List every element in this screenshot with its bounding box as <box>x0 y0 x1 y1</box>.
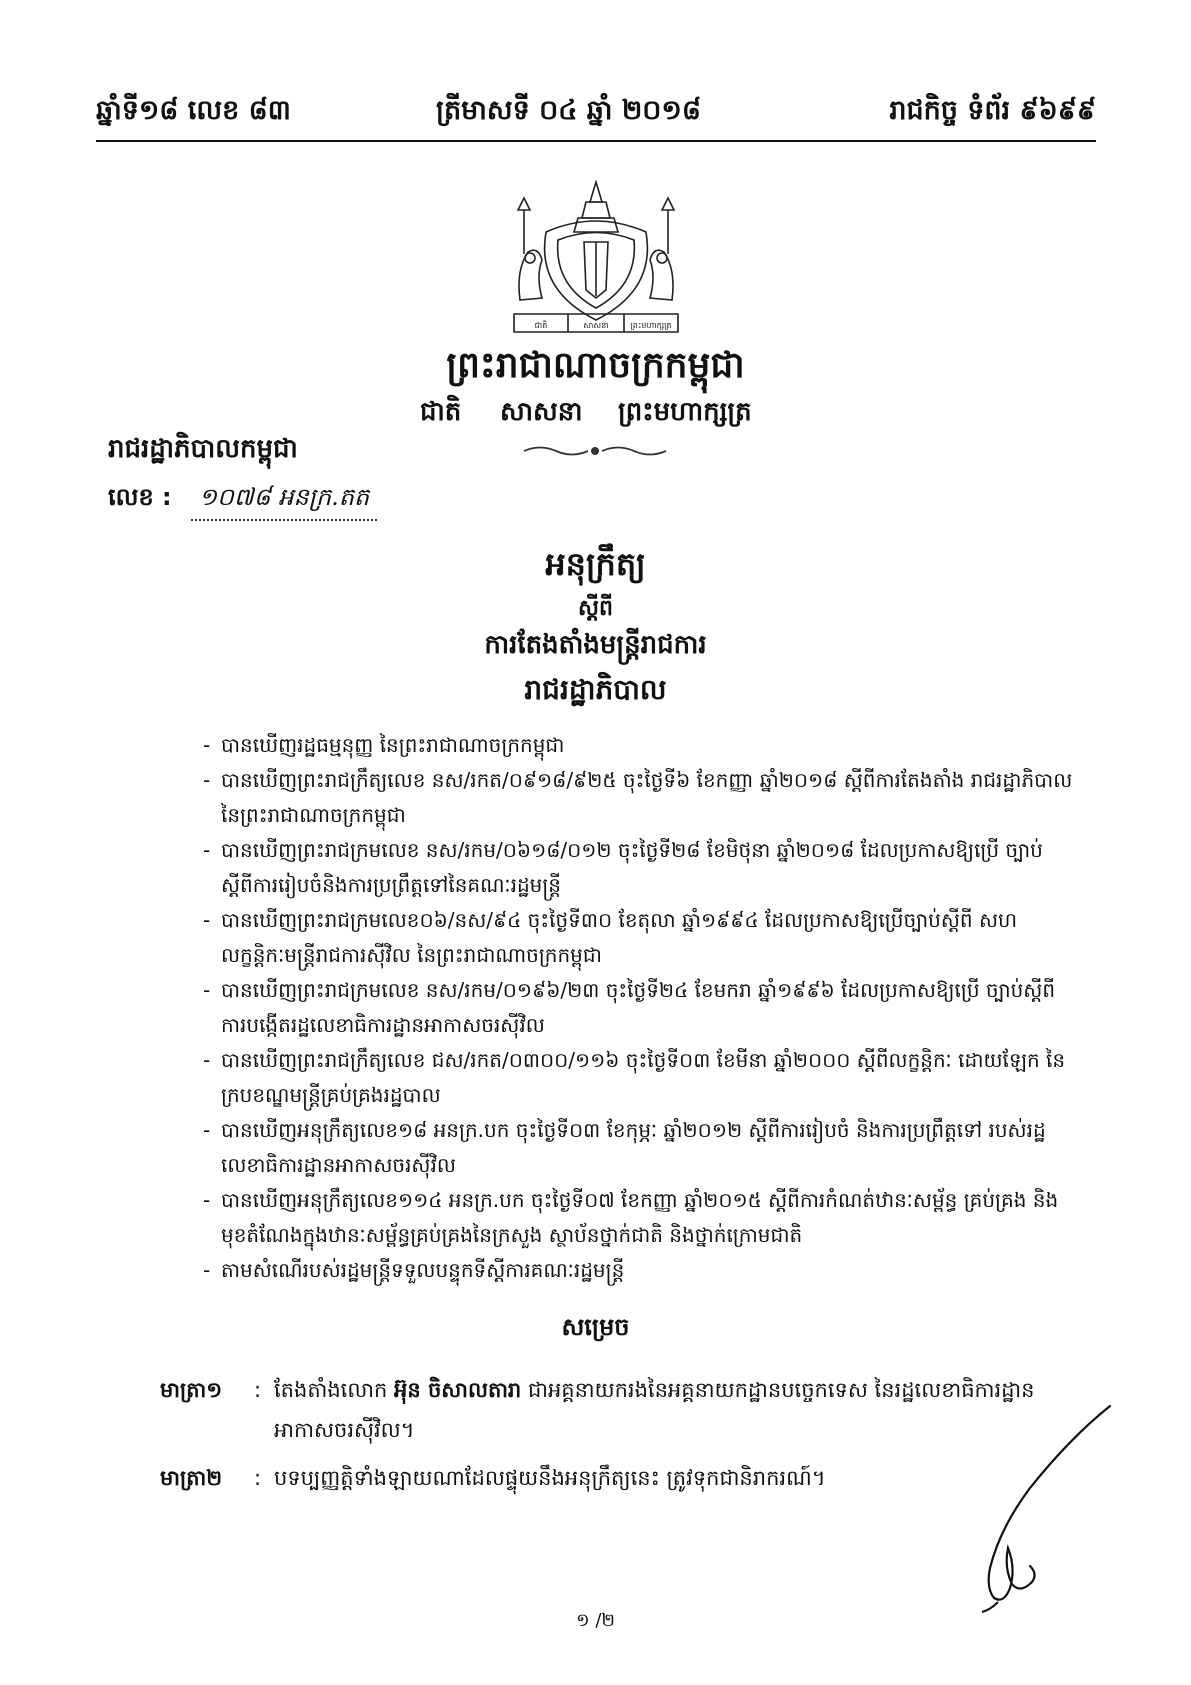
motto-nation: ជាតិ <box>420 397 462 427</box>
kingdom-name: ព្រះរាជាណាចក្រកម្ពុជា <box>446 345 745 386</box>
decision-heading: សម្រេច <box>561 1313 630 1341</box>
title-subject: ការតែងតាំងមន្ត្រីរាជការ <box>484 630 707 660</box>
page-number: ១ /២ <box>575 1610 616 1631</box>
title-about: ស្តីពី <box>578 596 613 621</box>
article-text: បទប្បញ្ញត្តិទាំងឡាយណាដែលផ្ទុយនឹងអនុក្រឹត្យនេះ ត្រូវទុកជានិរាករណ៍។ <box>274 1466 826 1490</box>
appointee-name: អ៊ុន ចិសាលតារា <box>393 1378 522 1402</box>
preamble-clauses <box>203 728 1073 1288</box>
ribbon-text-1: ជាតិ <box>534 321 548 330</box>
clause-item: - បានឃើញរដ្ឋធម្មនុញ្ញ នៃព្រះរាជាណាចក្រកម្ពុជា <box>203 728 1073 763</box>
clause-item: - បានឃើញអនុក្រឹត្យលេខ១៨ អនក្រ.បក ចុះថ្ងៃទី០៣ ខែកុម្ភៈ ឆ្នាំ២០១២ ស្តីពីការរៀបចំ និងការប្រព្រឹត្តទៅ របស់រដ្ឋលេខាធិការដ្ឋានអាកាសចរស៊ីវិល <box>203 1113 1073 1183</box>
article-colon: : <box>254 1466 262 1490</box>
government-name: រាជរដ្ឋាភិបាលកម្ពុជា <box>108 434 298 464</box>
article-text: ជាអគ្គនាយករងនៃអគ្គនាយកដ្ឋានបច្ចេកទេស នៃរដ្ឋលេខាធិការដ្ឋាន <box>521 1378 1035 1402</box>
clause-item: - បានឃើញអនុក្រឹត្យលេខ១១៤ អនក្រ.បក ចុះថ្ងៃទី០៧ ខែកញ្ញា ឆ្នាំ២០១៥ ស្តីពីការកំណត់ឋានៈសម្ព័ន្ធ គ្រប់គ្រង និងមុខតំណែងក្នុងឋានៈសម្ព័ន្ធគ្រប់គ្រងនៃក្រសួង ស្ថាប័នថ្នាក់ជាតិ និងថ្នាក់ក្រោមជាតិ <box>203 1183 1073 1253</box>
header-page: រាជកិច្ច ទំព័រ ៩៦៩៩ <box>889 95 1096 126</box>
article-colon: : <box>254 1378 262 1402</box>
title-issuer: រាជរដ្ឋាភិបាល <box>524 673 667 706</box>
clause-item: - បានឃើញព្រះរាជក្រឹត្យលេខ ជស/រកត/០៣០០/១១៦ ចុះថ្ងៃទី០៣ ខែមីនា ឆ្នាំ២០០០ ស្តីពីលក្ខន្តិកៈ ដោយឡែក នៃក្របខណ្ឌមន្ត្រីគ្រប់គ្រងរដ្ឋបាល <box>203 1043 1073 1113</box>
article-label: មាត្រា២ <box>160 1466 223 1490</box>
header-quarter: ត្រីមាសទី ០៤ ឆ្នាំ ២០១៨ <box>436 95 701 126</box>
article-1 <box>160 1370 1090 1450</box>
reference-row <box>108 482 377 521</box>
gazette-header <box>96 94 1096 134</box>
header-divider <box>96 140 1096 142</box>
article-2 <box>160 1458 1090 1498</box>
motto-religion: សាសនា <box>500 397 583 427</box>
document-type-title: អនុក្រឹត្យ <box>545 545 646 583</box>
clause-item: - បានឃើញព្រះរាជក្រមលេខ នស/រកម/០៦១៨/០១២ ចុះថ្ងៃទី២៨ ខែមិថុនា ឆ្នាំ២០១៨ ដែលប្រកាសឱ្យប្រើ ច្បាប់ស្តីពីការរៀបចំនិងការប្រព្រឹត្តទៅនៃគណៈរដ្ឋមន្ត្រី <box>203 833 1073 903</box>
signature-icon <box>960 1398 1130 1618</box>
ornament-divider-icon <box>520 442 670 460</box>
clause-item: - បានឃើញព្រះរាជក្រមលេខ នស/រកម/០១៩៦/២៣ ចុះថ្ងៃទី២៤ ខែមករា ឆ្នាំ១៩៩៦ ដែលប្រកាសឱ្យប្រើ ច្បាប់ស្តីពីការបង្កើតរដ្ឋលេខាធិការដ្ឋានអាកាសចរស៊ីវិល <box>203 973 1073 1043</box>
royal-coat-of-arms-icon <box>506 180 686 340</box>
motto-king: ព្រះមហាក្សត្រ <box>618 397 752 427</box>
clause-item: - តាមសំណើរបស់រដ្ឋមន្ត្រីទទួលបន្ទុកទីស្តីការគណៈរដ្ឋមន្ត្រី <box>203 1253 1073 1288</box>
article-label: មាត្រា១ <box>160 1378 223 1402</box>
reference-label: លេខ : <box>108 483 172 511</box>
article-text: តែងតាំងលោក <box>274 1378 394 1402</box>
clause-item: - បានឃើញព្រះរាជក្រមលេខ០៦/នស/៩៤ ចុះថ្ងៃទី៣០ ខែតុលា ឆ្នាំ១៩៩៤ ដែលប្រកាសឱ្យប្រើច្បាប់ស្តីពី សហលក្ខន្តិកៈមន្ត្រីរាជការស៊ីវិល នៃព្រះរាជាណាចក្រកម្ពុជា <box>203 903 1073 973</box>
article-text-continuation: អាកាសចរស៊ីវិល។ <box>274 1418 415 1442</box>
ribbon-text-2: សាសនា <box>583 321 609 330</box>
ribbon-text-3: ព្រះមហាក្សត្រ <box>630 321 672 330</box>
header-year-issue: ឆ្នាំទី១៨ លេខ ៨៣ <box>96 95 291 126</box>
clause-item: - បានឃើញព្រះរាជក្រឹត្យលេខ នស/រកត/០៩១៨/៩២៥ ចុះថ្ងៃទី៦ ខែកញ្ញា ឆ្នាំ២០១៨ ស្តីពីការតែងតាំង រាជរដ្ឋាភិបាល នៃព្រះរាជាណាចក្រកម្ពុជា <box>203 763 1073 833</box>
reference-number: ១០៧៨ អនក្រ.តត <box>191 482 377 521</box>
